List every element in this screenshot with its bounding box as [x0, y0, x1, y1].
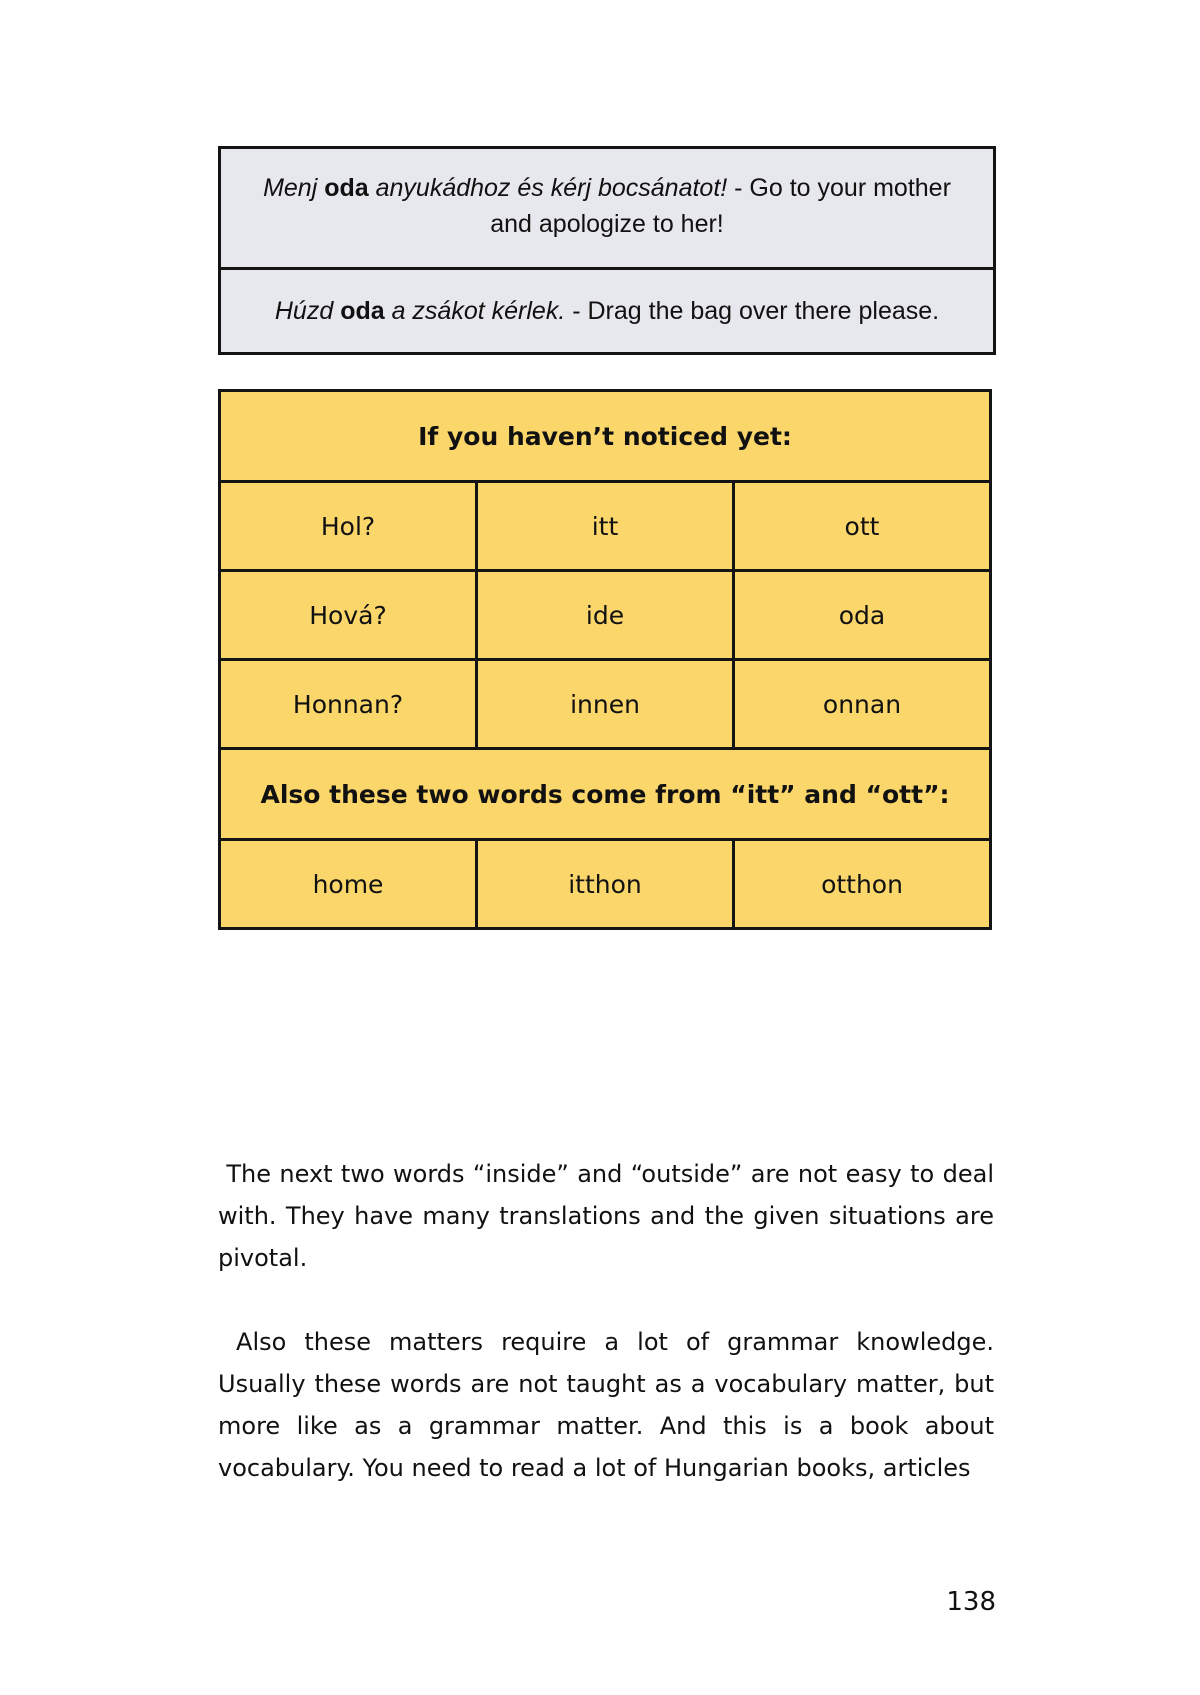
table-cell: ott — [734, 482, 991, 571]
highlighted-word: oda — [324, 174, 369, 202]
table-cell: otthon — [734, 840, 991, 929]
hungarian-text-end: a zsákot kérlek. — [384, 297, 566, 325]
english-translation: - Drag the bag over there please. — [565, 297, 940, 325]
hungarian-text-start: Húzd — [274, 297, 341, 325]
table-cell: itthon — [477, 840, 734, 929]
table-cell: ide — [477, 571, 734, 660]
english-translation: - Go to your mother and apologize to her! — [490, 174, 951, 238]
table-subheading: Also these two words come from “itt” and “ott”: — [220, 749, 991, 840]
body-paragraph: Also these matters require a lot of grammar knowledge. Usually these words are not taught as a vocabulary matter, but more like as a grammar matter. And this is a book about vocabulary. You need to read a lot of Hungarian books, articles — [218, 1328, 994, 1482]
page-number: 138 — [946, 1587, 996, 1617]
hungarian-text-start: Menj — [263, 174, 325, 202]
table-cell: Hová? — [220, 571, 477, 660]
table-cell: onnan — [734, 660, 991, 749]
example-sentence-1 — [221, 149, 993, 267]
table-heading-row — [220, 391, 991, 482]
table-heading: If you haven’t noticed yet: — [220, 391, 991, 482]
table-row — [220, 840, 991, 929]
table-cell: oda — [734, 571, 991, 660]
adverb-table — [218, 389, 992, 930]
table-cell: Hol? — [220, 482, 477, 571]
example-sentences-box — [218, 146, 996, 355]
body-paragraph: The next two words “inside” and “outside” are not easy to deal with. They have many translations and the given situations are pivotal. — [218, 1160, 994, 1272]
example-sentence-2 — [221, 267, 993, 352]
table-cell: Honnan? — [220, 660, 477, 749]
table-subheading-row — [220, 749, 991, 840]
hungarian-text — [263, 174, 727, 202]
hungarian-text — [275, 297, 565, 325]
table-cell: itt — [477, 482, 734, 571]
table-row — [220, 571, 991, 660]
highlighted-word: oda — [340, 297, 385, 325]
table-cell: home — [220, 840, 477, 929]
table-row — [220, 660, 991, 749]
table-cell: innen — [477, 660, 734, 749]
table-row — [220, 482, 991, 571]
hungarian-text-end: anyukádhoz és kérj bocsánatot! — [368, 174, 728, 202]
